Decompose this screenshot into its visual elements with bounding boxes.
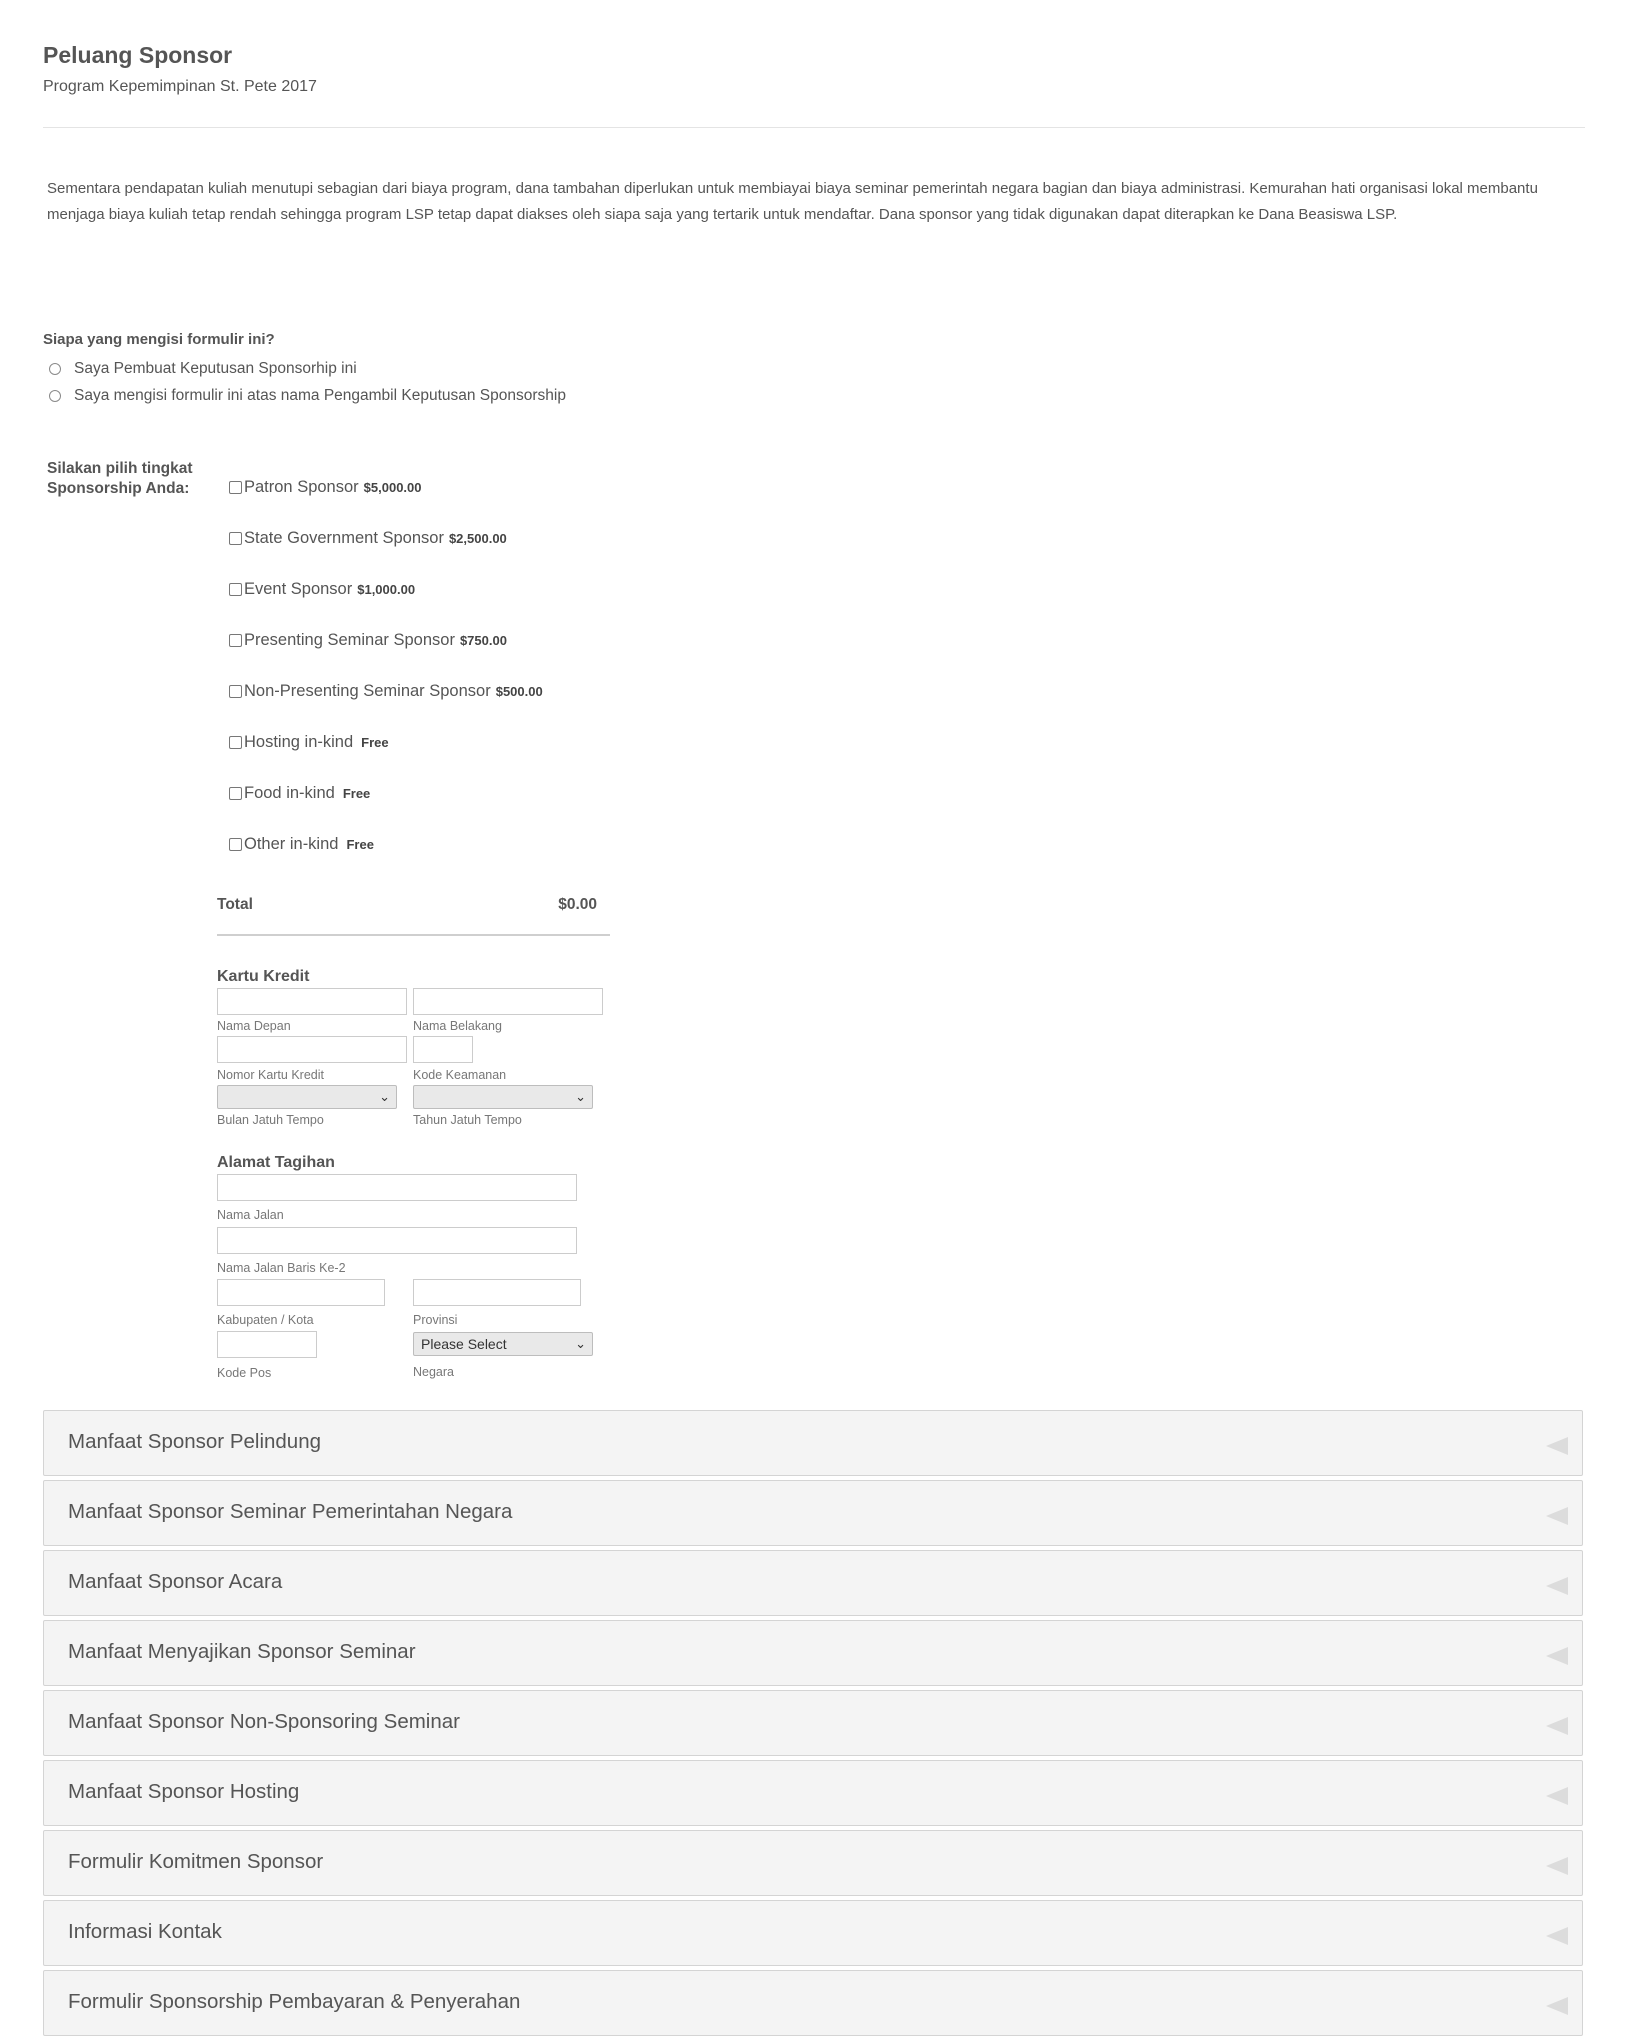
accordion-contact-info[interactable] <box>43 1900 1583 1966</box>
expiry-year-select[interactable] <box>413 1085 593 1109</box>
level-name: State Government Sponsor <box>244 528 444 547</box>
accordion-label: Manfaat Sponsor Non-Sponsoring Seminar <box>68 1710 460 1733</box>
checkbox-presenting-seminar-sponsor[interactable] <box>229 629 507 651</box>
accordion-patron-benefits[interactable] <box>43 1410 1583 1476</box>
triangle-left-icon <box>1546 1787 1568 1805</box>
chevron-down-icon: ⌄ <box>575 1089 586 1104</box>
checkbox-icon[interactable] <box>229 583 242 596</box>
street-line2-label: Nama Jalan Baris Ke-2 <box>217 1261 346 1275</box>
expiry-month-label: Bulan Jatuh Tempo <box>217 1113 324 1127</box>
triangle-left-icon <box>1546 1927 1568 1945</box>
accordion-label: Formulir Sponsorship Pembayaran & Penyerahan <box>68 1990 521 2013</box>
radio-option-on-behalf[interactable] <box>49 385 566 407</box>
expiry-year-label: Tahun Jatuh Tempo <box>413 1113 522 1127</box>
level-name: Hosting in-kind <box>244 732 354 751</box>
triangle-left-icon <box>1546 1997 1568 2015</box>
radio-label: Saya mengisi formulir ini atas nama Pengambil Keputusan Sponsorship <box>74 387 566 404</box>
first-name-label: Nama Depan <box>217 1019 291 1033</box>
total-value: $0.00 <box>558 896 597 913</box>
checkbox-icon[interactable] <box>229 736 242 749</box>
sponsorship-level-label: Silakan pilih tingkat Sponsorship Anda: <box>47 460 193 497</box>
credit-card-heading: Kartu Kredit <box>217 968 310 985</box>
checkbox-event-sponsor[interactable] <box>229 578 415 600</box>
accordion-label: Manfaat Sponsor Seminar Pemerintahan Negara <box>68 1500 513 1523</box>
accordion-presenting-seminar-benefits[interactable] <box>43 1620 1583 1686</box>
checkbox-food-in-kind[interactable] <box>229 782 370 804</box>
checkbox-hosting-in-kind[interactable] <box>229 731 389 753</box>
checkbox-icon[interactable] <box>229 838 242 851</box>
radio-option-decision-maker[interactable] <box>49 358 357 380</box>
level-price: Free <box>361 734 389 750</box>
checkbox-state-government-sponsor[interactable] <box>229 527 507 549</box>
level-price: $5,000.00 <box>363 479 422 495</box>
level-name: Non-Presenting Seminar Sponsor <box>244 681 491 700</box>
triangle-left-icon <box>1546 1577 1568 1595</box>
card-number-label: Nomor Kartu Kredit <box>217 1068 324 1082</box>
card-number-input[interactable] <box>217 1036 407 1063</box>
page-title: Peluang Sponsor <box>43 42 233 68</box>
checkbox-icon[interactable] <box>229 481 242 494</box>
country-select-value: Please Select <box>421 1336 507 1352</box>
accordion-label: Manfaat Sponsor Hosting <box>68 1780 300 1803</box>
street-input[interactable] <box>217 1174 577 1201</box>
zip-label: Kode Pos <box>217 1366 272 1380</box>
accordion-label: Manfaat Sponsor Acara <box>68 1570 283 1593</box>
last-name-input[interactable] <box>413 988 603 1015</box>
country-label: Negara <box>413 1365 454 1379</box>
accordion-label: Formulir Komitmen Sponsor <box>68 1850 324 1873</box>
accordion-payment-submission[interactable] <box>43 1970 1583 2036</box>
last-name-label: Nama Belakang <box>413 1019 502 1033</box>
chevron-down-icon: ⌄ <box>575 1336 586 1351</box>
security-code-input[interactable] <box>413 1036 473 1063</box>
accordion-label: Manfaat Menyajikan Sponsor Seminar <box>68 1640 416 1663</box>
street-line2-input[interactable] <box>217 1227 577 1254</box>
level-name: Event Sponsor <box>244 579 353 598</box>
triangle-left-icon <box>1546 1857 1568 1875</box>
checkbox-icon[interactable] <box>229 532 242 545</box>
total-label: Total <box>217 896 253 913</box>
checkbox-icon[interactable] <box>229 685 242 698</box>
country-select[interactable] <box>413 1332 593 1356</box>
first-name-input[interactable] <box>217 988 407 1015</box>
radio-label: Saya Pembuat Keputusan Sponsorhip ini <box>74 360 357 377</box>
level-name: Other in-kind <box>244 834 339 853</box>
total-divider <box>217 934 610 936</box>
level-price: Free <box>342 785 371 801</box>
security-code-label: Kode Keamanan <box>413 1068 507 1082</box>
accordion-label: Informasi Kontak <box>68 1920 222 1943</box>
zip-input[interactable] <box>217 1331 317 1358</box>
accordion-commitment-form[interactable] <box>43 1830 1583 1896</box>
checkbox-other-in-kind[interactable] <box>229 833 374 855</box>
chevron-down-icon: ⌄ <box>379 1089 390 1104</box>
level-name: Presenting Seminar Sponsor <box>244 630 455 649</box>
header-divider <box>43 127 1585 128</box>
city-label: Kabupaten / Kota <box>217 1313 314 1327</box>
accordion-hosting-benefits[interactable] <box>43 1760 1583 1826</box>
triangle-left-icon <box>1546 1507 1568 1525</box>
accordion-label: Manfaat Sponsor Pelindung <box>68 1430 322 1453</box>
accordion-non-sponsoring-seminar-benefits[interactable] <box>43 1690 1583 1756</box>
state-input[interactable] <box>413 1279 581 1306</box>
level-price: $1,000.00 <box>357 581 416 597</box>
accordion-event-benefits[interactable] <box>43 1550 1583 1616</box>
level-price: $2,500.00 <box>448 530 507 546</box>
triangle-left-icon <box>1546 1647 1568 1665</box>
radio-circle-icon[interactable] <box>49 363 61 375</box>
checkbox-non-presenting-seminar-sponsor[interactable] <box>229 680 543 702</box>
radio-circle-icon[interactable] <box>49 390 61 402</box>
triangle-left-icon <box>1546 1717 1568 1735</box>
checkbox-icon[interactable] <box>229 787 242 800</box>
level-price: $750.00 <box>459 632 507 648</box>
level-price: $500.00 <box>495 683 543 699</box>
checkbox-icon[interactable] <box>229 634 242 647</box>
billing-address-heading: Alamat Tagihan <box>217 1154 335 1171</box>
expiry-month-select[interactable] <box>217 1085 397 1109</box>
level-name: Food in-kind <box>244 783 335 802</box>
level-price: Free <box>346 836 374 852</box>
triangle-left-icon <box>1546 1437 1568 1455</box>
level-name: Patron Sponsor <box>244 477 359 496</box>
checkbox-patron-sponsor[interactable] <box>229 476 422 498</box>
filler-question-label: Siapa yang mengisi formulir ini? <box>43 331 275 348</box>
street-label: Nama Jalan <box>217 1208 284 1222</box>
accordion-state-government-benefits[interactable] <box>43 1480 1583 1546</box>
intro-text: Sementara pendapatan kuliah menutupi sebagian dari biaya program, dana tambahan diperlukan untuk membiayai biaya seminar pemerintah negara bagian dan biaya administrasi. Kemurahan hati organisasi lokal membantu menjaga biaya kuliah tetap rendah sehingga program LSP tetap dapat diakses oleh siapa saja yang tertarik untuk mendaftar. Dana sponsor yang tidak digunakan dapat diterapkan ke Dana Beasiswa LSP. <box>47 180 1538 223</box>
page-subtitle: Program Kepemimpinan St. Pete 2017 <box>43 78 317 95</box>
city-input[interactable] <box>217 1279 385 1306</box>
state-label: Provinsi <box>413 1313 458 1327</box>
